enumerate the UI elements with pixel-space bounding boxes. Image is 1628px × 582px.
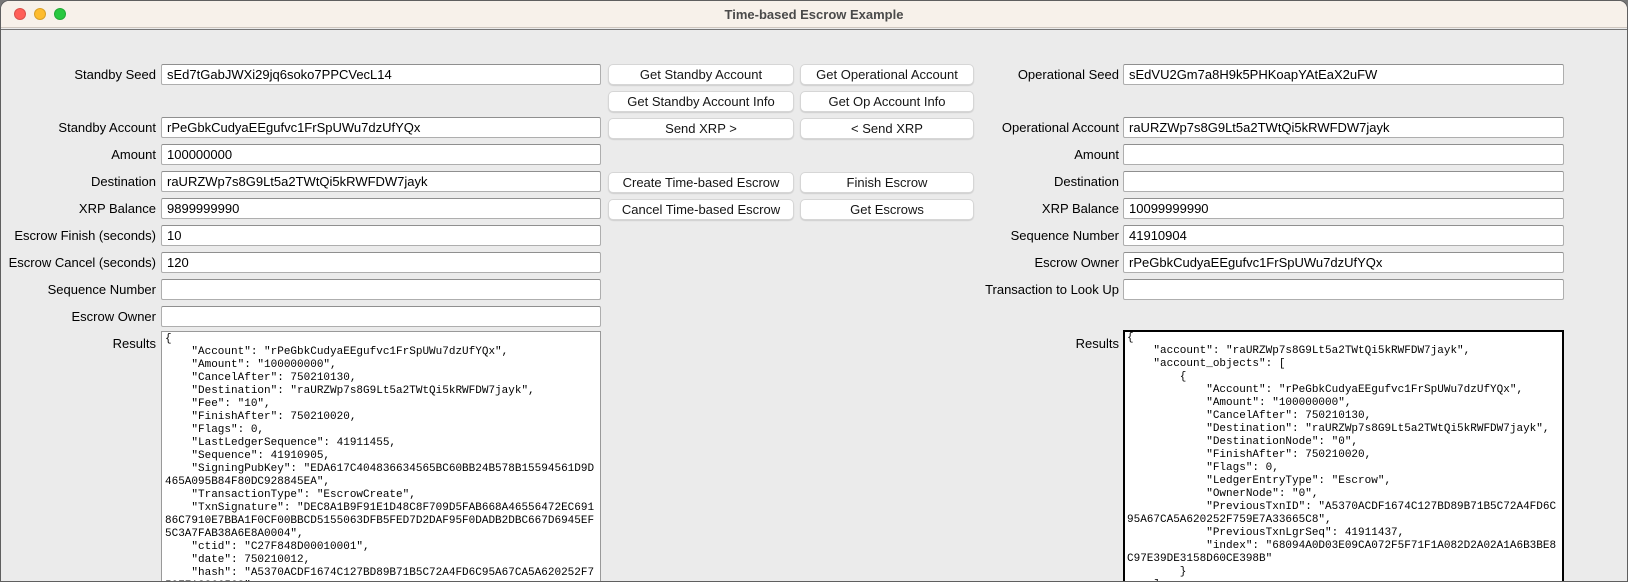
operational-xrp-balance-field[interactable] (1123, 198, 1564, 219)
transaction-to-look-up-field[interactable] (1123, 279, 1564, 300)
operational-escrow-owner-field[interactable] (1123, 252, 1564, 273)
operational-escrow-owner-label: Escrow Owner (1034, 255, 1119, 270)
escrow-cancel-seconds-label: Escrow Cancel (seconds) (8, 255, 156, 270)
get-operational-account-button[interactable]: Get Operational Account (800, 64, 974, 85)
send-xrp-to-operational-button[interactable]: Send XRP > (608, 118, 794, 139)
operational-destination-label: Destination (1053, 174, 1119, 189)
title-bar (1, 1, 1627, 28)
standby-seed-field[interactable] (161, 64, 601, 85)
zoom-window-icon[interactable] (54, 8, 66, 20)
get-escrows-button[interactable]: Get Escrows (800, 199, 974, 220)
escrow-cancel-seconds-field[interactable] (161, 252, 601, 273)
standby-account-field[interactable] (161, 117, 601, 138)
operational-results-label: Results (1075, 336, 1119, 351)
operational-account-field[interactable] (1123, 117, 1564, 138)
standby-sequence-number-field[interactable] (161, 279, 601, 300)
standby-destination-label: Destination (90, 174, 156, 189)
escrow-finish-seconds-label: Escrow Finish (seconds) (14, 228, 156, 243)
standby-seed-label: Standby Seed (74, 67, 156, 82)
cancel-time-based-escrow-button[interactable]: Cancel Time-based Escrow (608, 199, 794, 220)
create-time-based-escrow-button[interactable]: Create Time-based Escrow (608, 172, 794, 193)
operational-amount-field[interactable] (1123, 144, 1564, 165)
transaction-to-look-up-label: Transaction to Look Up (985, 282, 1119, 297)
traffic-lights (14, 8, 66, 20)
standby-amount-field[interactable] (161, 144, 601, 165)
standby-escrow-owner-label: Escrow Owner (71, 309, 156, 324)
operational-xrp-balance-label: XRP Balance (1041, 201, 1119, 216)
escrow-finish-seconds-field[interactable] (161, 225, 601, 246)
close-window-icon[interactable] (14, 8, 26, 20)
main-content (1, 29, 1627, 581)
standby-results-textarea[interactable] (161, 331, 601, 582)
standby-sequence-number-label: Sequence Number (47, 282, 156, 297)
operational-sequence-number-label: Sequence Number (1010, 228, 1119, 243)
standby-escrow-owner-field[interactable] (161, 306, 601, 327)
minimize-window-icon[interactable] (34, 8, 46, 20)
window-title: Time-based Escrow Example (724, 6, 904, 22)
operational-account-label: Operational Account (1001, 120, 1119, 135)
standby-xrp-balance-field[interactable] (161, 198, 601, 219)
operational-amount-label: Amount (1074, 147, 1119, 162)
operational-results-textarea[interactable] (1123, 330, 1564, 582)
standby-account-label: Standby Account (58, 120, 156, 135)
get-op-account-info-button[interactable]: Get Op Account Info (800, 91, 974, 112)
operational-seed-field[interactable] (1123, 64, 1564, 85)
standby-destination-field[interactable] (161, 171, 601, 192)
operational-sequence-number-field[interactable] (1123, 225, 1564, 246)
standby-xrp-balance-label: XRP Balance (78, 201, 156, 216)
get-standby-account-info-button[interactable]: Get Standby Account Info (608, 91, 794, 112)
send-xrp-to-standby-button[interactable]: < Send XRP (800, 118, 974, 139)
standby-amount-label: Amount (111, 147, 156, 162)
operational-destination-field[interactable] (1123, 171, 1564, 192)
operational-seed-label: Operational Seed (1017, 67, 1119, 82)
get-standby-account-button[interactable]: Get Standby Account (608, 64, 794, 85)
standby-results-label: Results (112, 336, 156, 351)
finish-escrow-button[interactable]: Finish Escrow (800, 172, 974, 193)
